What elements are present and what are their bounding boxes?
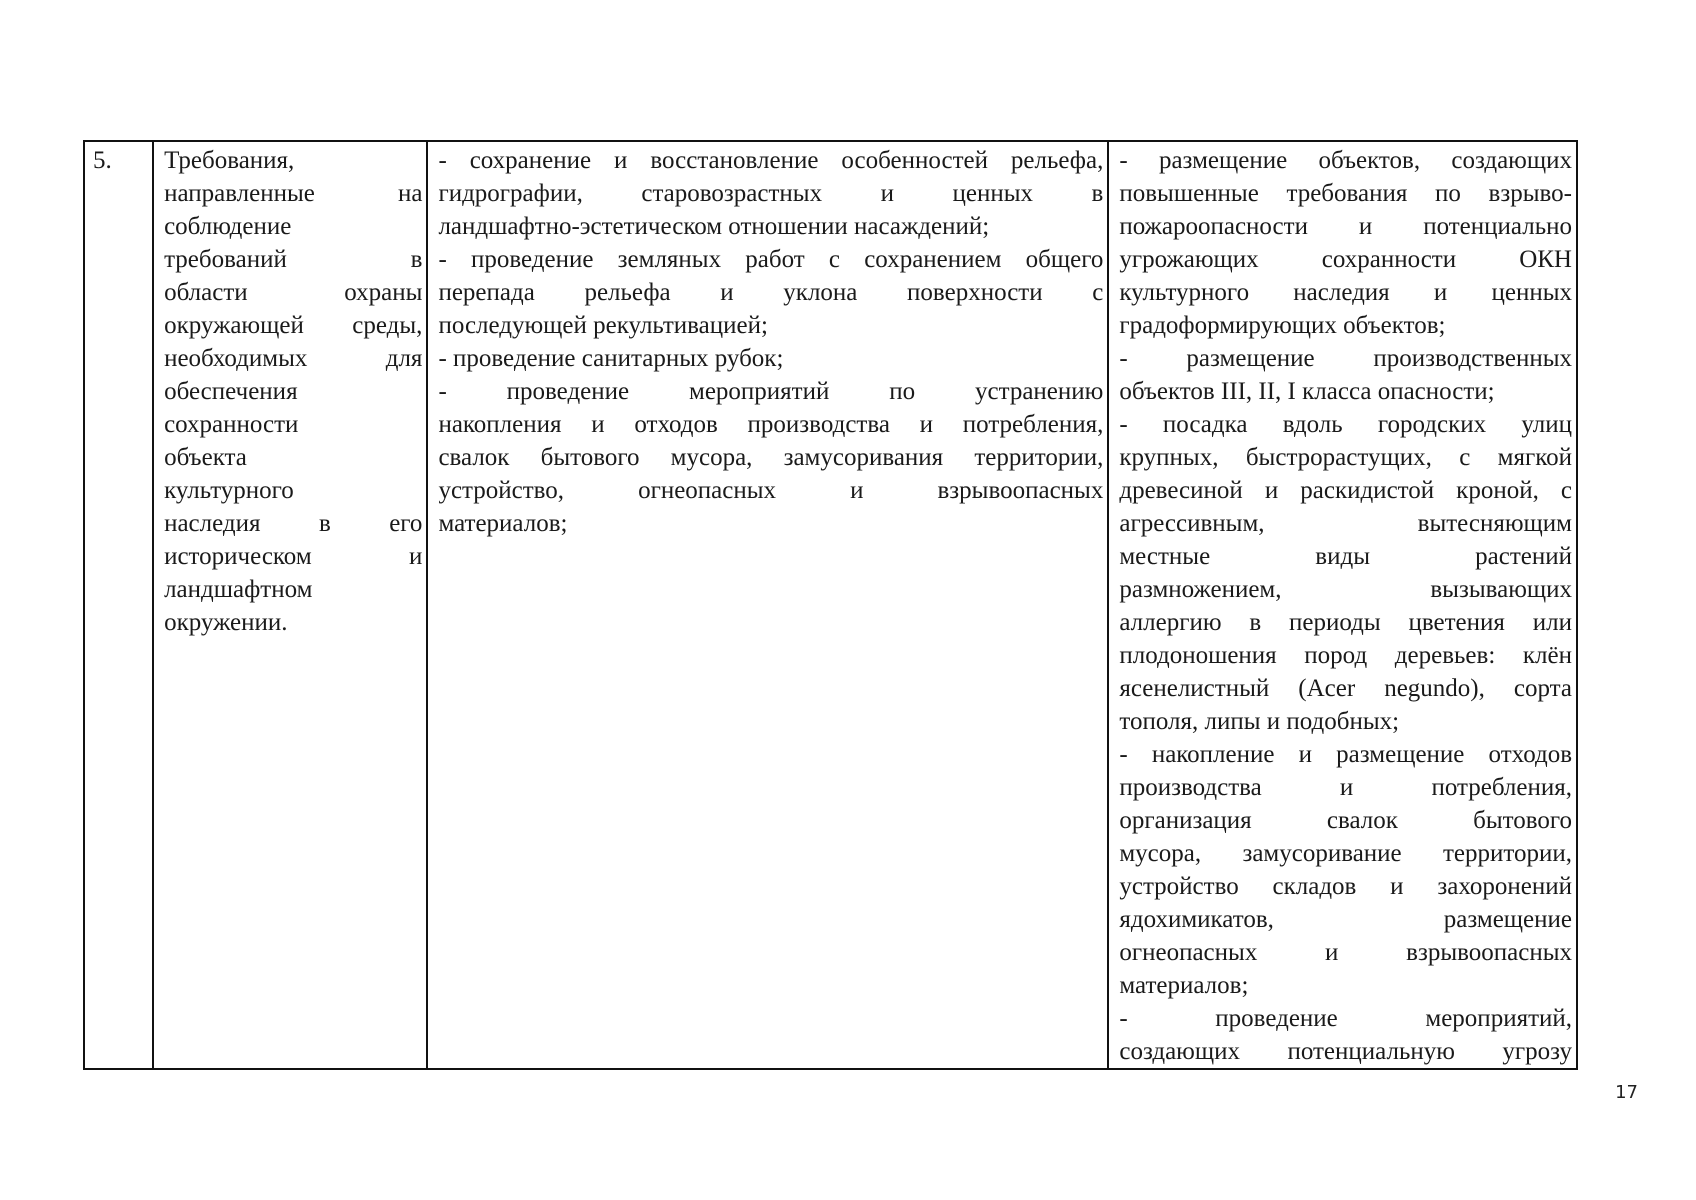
- text-line: материалов;: [1119, 972, 1249, 999]
- text-line: соблюдение: [164, 213, 292, 240]
- text-line: - проведение мероприятий,: [1119, 1005, 1572, 1032]
- text-line: огнеопасных и взрывоопасных: [1119, 939, 1572, 966]
- row-number-cell: [84, 141, 153, 1069]
- text-line: - сохранение и восстановление особенностей рельефа,: [438, 147, 1104, 174]
- text-line: устройство складов и захоронений: [1119, 873, 1572, 900]
- text-line: свалок бытового мусора, замусоривания территории,: [438, 444, 1104, 471]
- text-line: направленные на: [164, 180, 423, 207]
- requirement-title-cell: [153, 141, 427, 1069]
- permitted-measures-cell: [427, 141, 1108, 1069]
- text-line: размножением, вызывающих: [1119, 576, 1572, 603]
- text-line: крупных, быстрорастущих, с мягкой: [1119, 444, 1572, 471]
- text-line: ядохимикатов, размещение: [1119, 906, 1572, 933]
- text-line: - посадка вдоль городских улиц: [1119, 411, 1572, 438]
- text-line: организация свалок бытового: [1119, 807, 1572, 834]
- text-line: древесиной и раскидистой кроной, с: [1119, 477, 1572, 504]
- text-line: культурного: [164, 477, 294, 504]
- row-number: 5.: [93, 147, 112, 174]
- text-line: угрожающих сохранности ОКН: [1119, 246, 1572, 273]
- text-line: местные виды растений: [1119, 543, 1572, 570]
- text-line: - размещение объектов, создающих: [1119, 147, 1572, 174]
- table-row: [84, 141, 1577, 1069]
- text-line: повышенные требования по взрыво-: [1119, 180, 1572, 207]
- text-line: градоформирующих объектов;: [1119, 312, 1446, 339]
- text-line: материалов;: [438, 510, 568, 537]
- text-line: объекта: [164, 444, 247, 471]
- text-line: необходимых для: [164, 345, 423, 372]
- text-line: объектов III, II, I класса опасности;: [1119, 378, 1495, 405]
- text-line: мусора, замусоривание территории,: [1119, 840, 1572, 867]
- text-line: обеспечения: [164, 378, 298, 405]
- text-line: - проведение земляных работ с сохранением общего: [438, 246, 1104, 273]
- text-line: пожароопасности и потенциально: [1119, 213, 1572, 240]
- text-line: накопления и отходов производства и потребления,: [438, 411, 1104, 438]
- text-line: создающих потенциальную угрозу: [1119, 1038, 1572, 1065]
- text-line: агрессивным, вытесняющим: [1119, 510, 1572, 537]
- text-line: ясенелистный (Acer negundo), сорта: [1119, 675, 1572, 702]
- text-line: производства и потребления,: [1119, 774, 1572, 801]
- text-line: - проведение санитарных рубок;: [438, 345, 784, 372]
- text-line: гидрографии, старовозрастных и ценных в: [438, 180, 1104, 207]
- text-line: сохранности: [164, 411, 299, 438]
- text-line: наследия в его: [164, 510, 423, 537]
- text-line: историческом и: [164, 543, 423, 570]
- text-line: - проведение мероприятий по устранению: [438, 378, 1104, 405]
- text-line: требований в: [164, 246, 423, 273]
- text-line: устройство, огнеопасных и взрывоопасных: [438, 477, 1104, 504]
- page-number: 17: [1615, 1082, 1638, 1103]
- requirements-table: [83, 140, 1578, 1070]
- text-line: ландшафтном: [164, 576, 313, 603]
- text-line: аллергию в периоды цветения или: [1119, 609, 1572, 636]
- text-line: последующей рекультивацией;: [438, 312, 768, 339]
- text-line: тополя, липы и подобных;: [1119, 708, 1400, 735]
- text-line: окружении.: [164, 609, 288, 636]
- text-line: перепада рельефа и уклона поверхности с: [438, 279, 1104, 306]
- text-line: - размещение производственных: [1119, 345, 1572, 372]
- text-line: ландшафтно-эстетическом отношении насаждений;: [438, 213, 990, 240]
- text-line: плодоношения пород деревьев: клён: [1119, 642, 1572, 669]
- text-line: Требования,: [164, 147, 295, 174]
- text-line: области охраны: [164, 279, 423, 306]
- text-line: окружающей среды,: [164, 312, 423, 339]
- prohibited-measures-cell: [1108, 141, 1577, 1069]
- text-line: культурного наследия и ценных: [1119, 279, 1572, 306]
- text-line: - накопление и размещение отходов: [1119, 741, 1572, 768]
